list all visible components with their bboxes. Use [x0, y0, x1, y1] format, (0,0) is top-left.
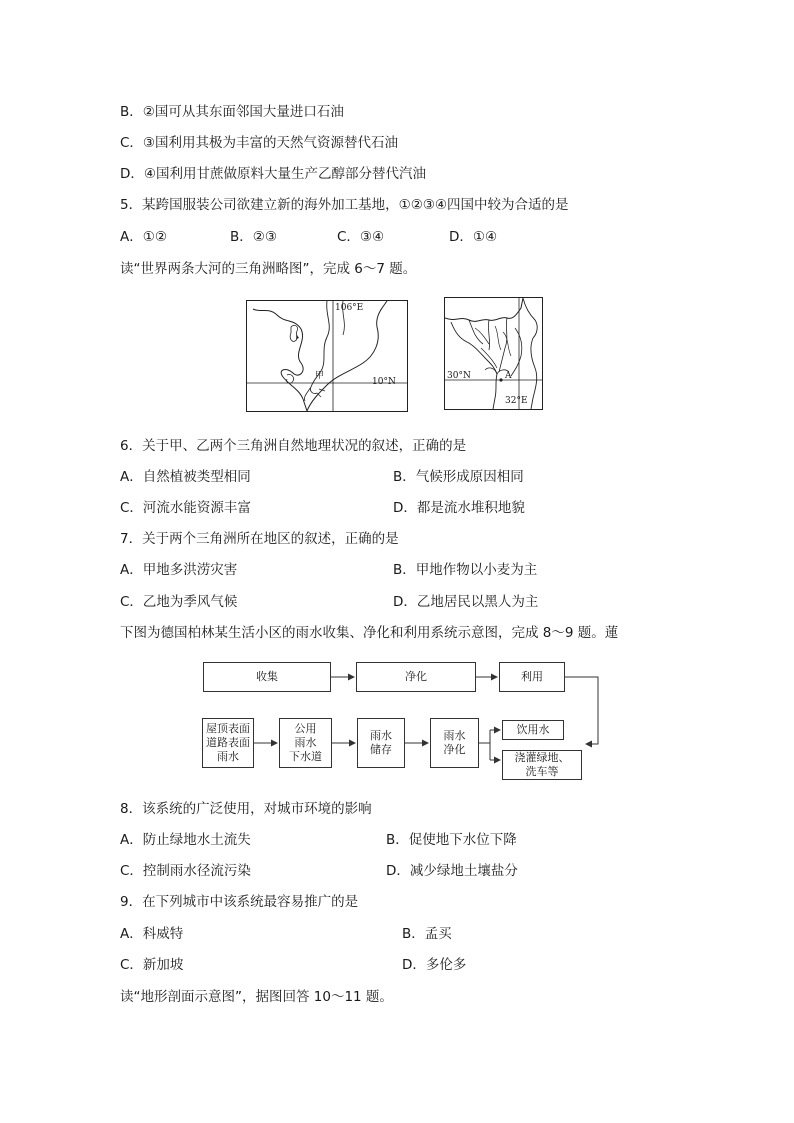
source-line-2: 道路表面 [206, 736, 250, 749]
intro-q6-q7: 读“世界两条大河的三角洲略图”，完成 6～7 题。 [120, 261, 417, 277]
q9-stem: 9．在下列城市中该系统最容易推广的是 [120, 894, 359, 910]
q8-option-b: B．促使地下水位下降 [386, 832, 517, 848]
purify-stage-label: 净化 [405, 670, 427, 683]
drinking-water-label: 饮用水 [516, 723, 550, 736]
q9-option-a: A．科威特 [120, 926, 184, 942]
irrigation-line-2: 洗车等 [525, 765, 559, 778]
q7-option-d: D．乙地居民以黑人为主 [393, 594, 539, 610]
q6-option-d: D．都是流水堆积地貌 [393, 500, 525, 516]
left-map-longitude-label: 106°E [335, 303, 364, 313]
collect-stage-box [203, 662, 331, 692]
q8-option-a: A．防止绿地水土流失 [120, 832, 251, 848]
left-map-latitude-label: 10°N [372, 377, 396, 387]
q6-stem: 6．关于甲、乙两个三角洲自然地理状况的叙述，正确的是 [120, 438, 467, 454]
use-stage-box [499, 662, 565, 692]
q5-option-d: D．①④ [449, 229, 498, 245]
rainwater-source-box [202, 718, 254, 768]
left-map-delta-mark: 甲 [315, 371, 325, 381]
public-sewer-box [279, 718, 332, 768]
q7-option-b: B．甲地作物以小麦为主 [393, 562, 538, 578]
right-map-latitude-label: 30°N [447, 371, 471, 381]
sewer-line-1: 公用 [294, 722, 317, 735]
storage-line-1: 雨水 [370, 729, 392, 742]
use-stage-label: 利用 [521, 670, 543, 683]
q9-option-d: D．多伦多 [402, 957, 467, 973]
q5-stem: 5．某跨国服装公司欲建立新的海外加工基地，①②③④四国中较为合适的是 [120, 197, 569, 213]
q7-option-c: C．乙地为季风气候 [120, 594, 238, 610]
q6-option-c: C．河流水能资源丰富 [120, 500, 251, 516]
q6-option-b: B．气候形成原因相同 [393, 469, 524, 485]
storage-line-2: 储存 [370, 743, 392, 756]
sewer-line-3: 下水道 [289, 750, 322, 763]
q8-option-c: C．控制雨水径流污染 [120, 863, 251, 879]
q5-option-a: A．①② [120, 229, 167, 245]
irrigation-line-1: 浇灌绿地、 [514, 751, 570, 764]
purify-stage-box [356, 662, 476, 692]
right-map-longitude-label: 32°E [505, 396, 528, 406]
q7-stem: 7．关于两个三角洲所在地区的叙述，正确的是 [120, 531, 399, 547]
q9-option-b: B．孟买 [402, 926, 452, 942]
q7-option-a: A．甲地多洪涝灾害 [120, 562, 238, 578]
cleaning-line-2: 净化 [443, 743, 466, 756]
rainwater-cleaning-box [430, 718, 479, 768]
q4-option-b: B．②国可从其东面邻国大量进口石油 [120, 104, 344, 120]
q4-option-c: C．③国利用其极为丰富的天然气资源替代石油 [120, 135, 399, 151]
source-line-3: 雨水 [217, 750, 239, 763]
intro-q8-q9: 下图为德国柏林某生活小区的雨水收集、净化和利用系统示意图，完成 8～9 题。蓮 [120, 625, 619, 641]
drinking-water-box [502, 720, 564, 740]
rainwater-storage-box [357, 718, 405, 768]
source-line-1: 屋顶表面 [206, 722, 250, 735]
sewer-line-2: 雨水 [294, 736, 317, 749]
q5-option-b: B．②③ [230, 229, 277, 245]
right-map-point-a: A [505, 371, 512, 381]
q4-option-d: D．④国利用甘蔗做原料大量生产乙醇部分替代汽油 [120, 166, 426, 182]
intro-q10-q11: 读“地形剖面示意图”，据图回答 10～11 题。 [120, 989, 393, 1005]
q5-option-c: C．③④ [337, 229, 385, 245]
q6-option-a: A．自然植被类型相同 [120, 469, 251, 485]
collect-stage-label: 收集 [256, 670, 278, 683]
irrigation-box [502, 750, 582, 780]
q8-stem: 8．该系统的广泛使用，对城市环境的影响 [120, 801, 372, 817]
q9-option-c: C．新加坡 [120, 957, 184, 973]
cleaning-line-1: 雨水 [443, 729, 466, 742]
q8-option-d: D．减少绿地土壤盐分 [386, 863, 518, 879]
